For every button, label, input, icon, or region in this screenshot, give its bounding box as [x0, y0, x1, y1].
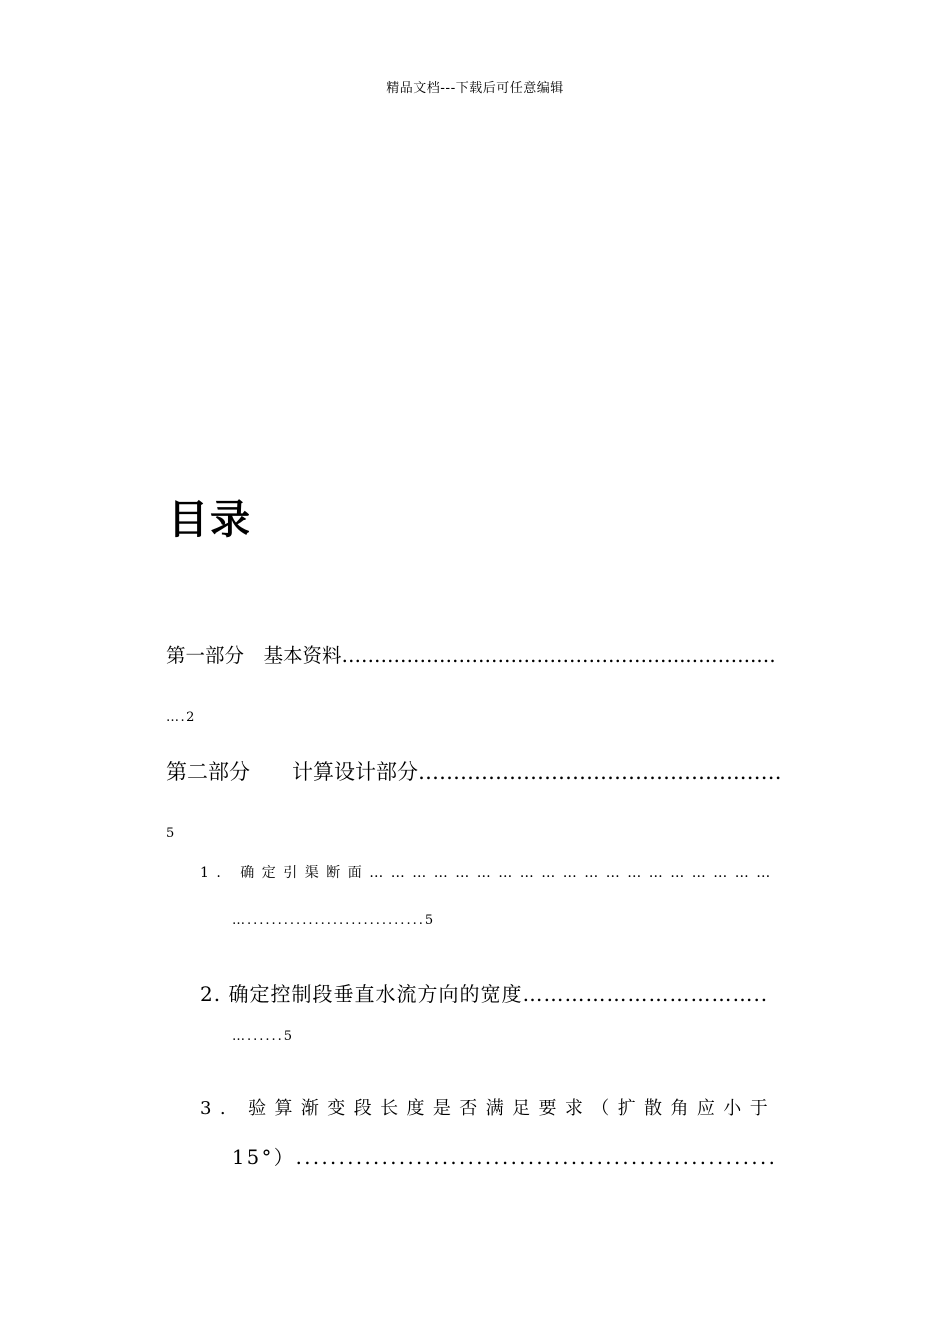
toc-item-3-cont: 15°）........................................................ — [232, 1146, 778, 1169]
toc-part-2[interactable]: 第二部分 计算设计部分……………………………………….…… — [166, 760, 782, 784]
toc-part-1[interactable]: 第一部分 基本资料……………………………………………...……….… — [166, 644, 776, 667]
toc-item-2[interactable]: 2. 确定控制段垂直水流方向的宽度…………………………….. — [200, 982, 769, 1006]
toc-part-1-page: ….2 — [166, 710, 196, 725]
toc-item-3[interactable]: 3. 验算渐变段长度是否满足要求（扩散角应小于 — [200, 1098, 777, 1119]
toc-item-2-page: …......5 — [232, 1029, 295, 1044]
page-header: 精品文档---下载后可任意编辑 — [386, 81, 564, 96]
toc-item-1-page: ….............................5 — [232, 913, 436, 928]
toc-item-1[interactable]: 1. 确定引渠断面………………………………………………… — [200, 865, 778, 881]
toc-part-2-page: 5 — [166, 826, 176, 841]
toc-title: 目录 — [168, 497, 252, 543]
